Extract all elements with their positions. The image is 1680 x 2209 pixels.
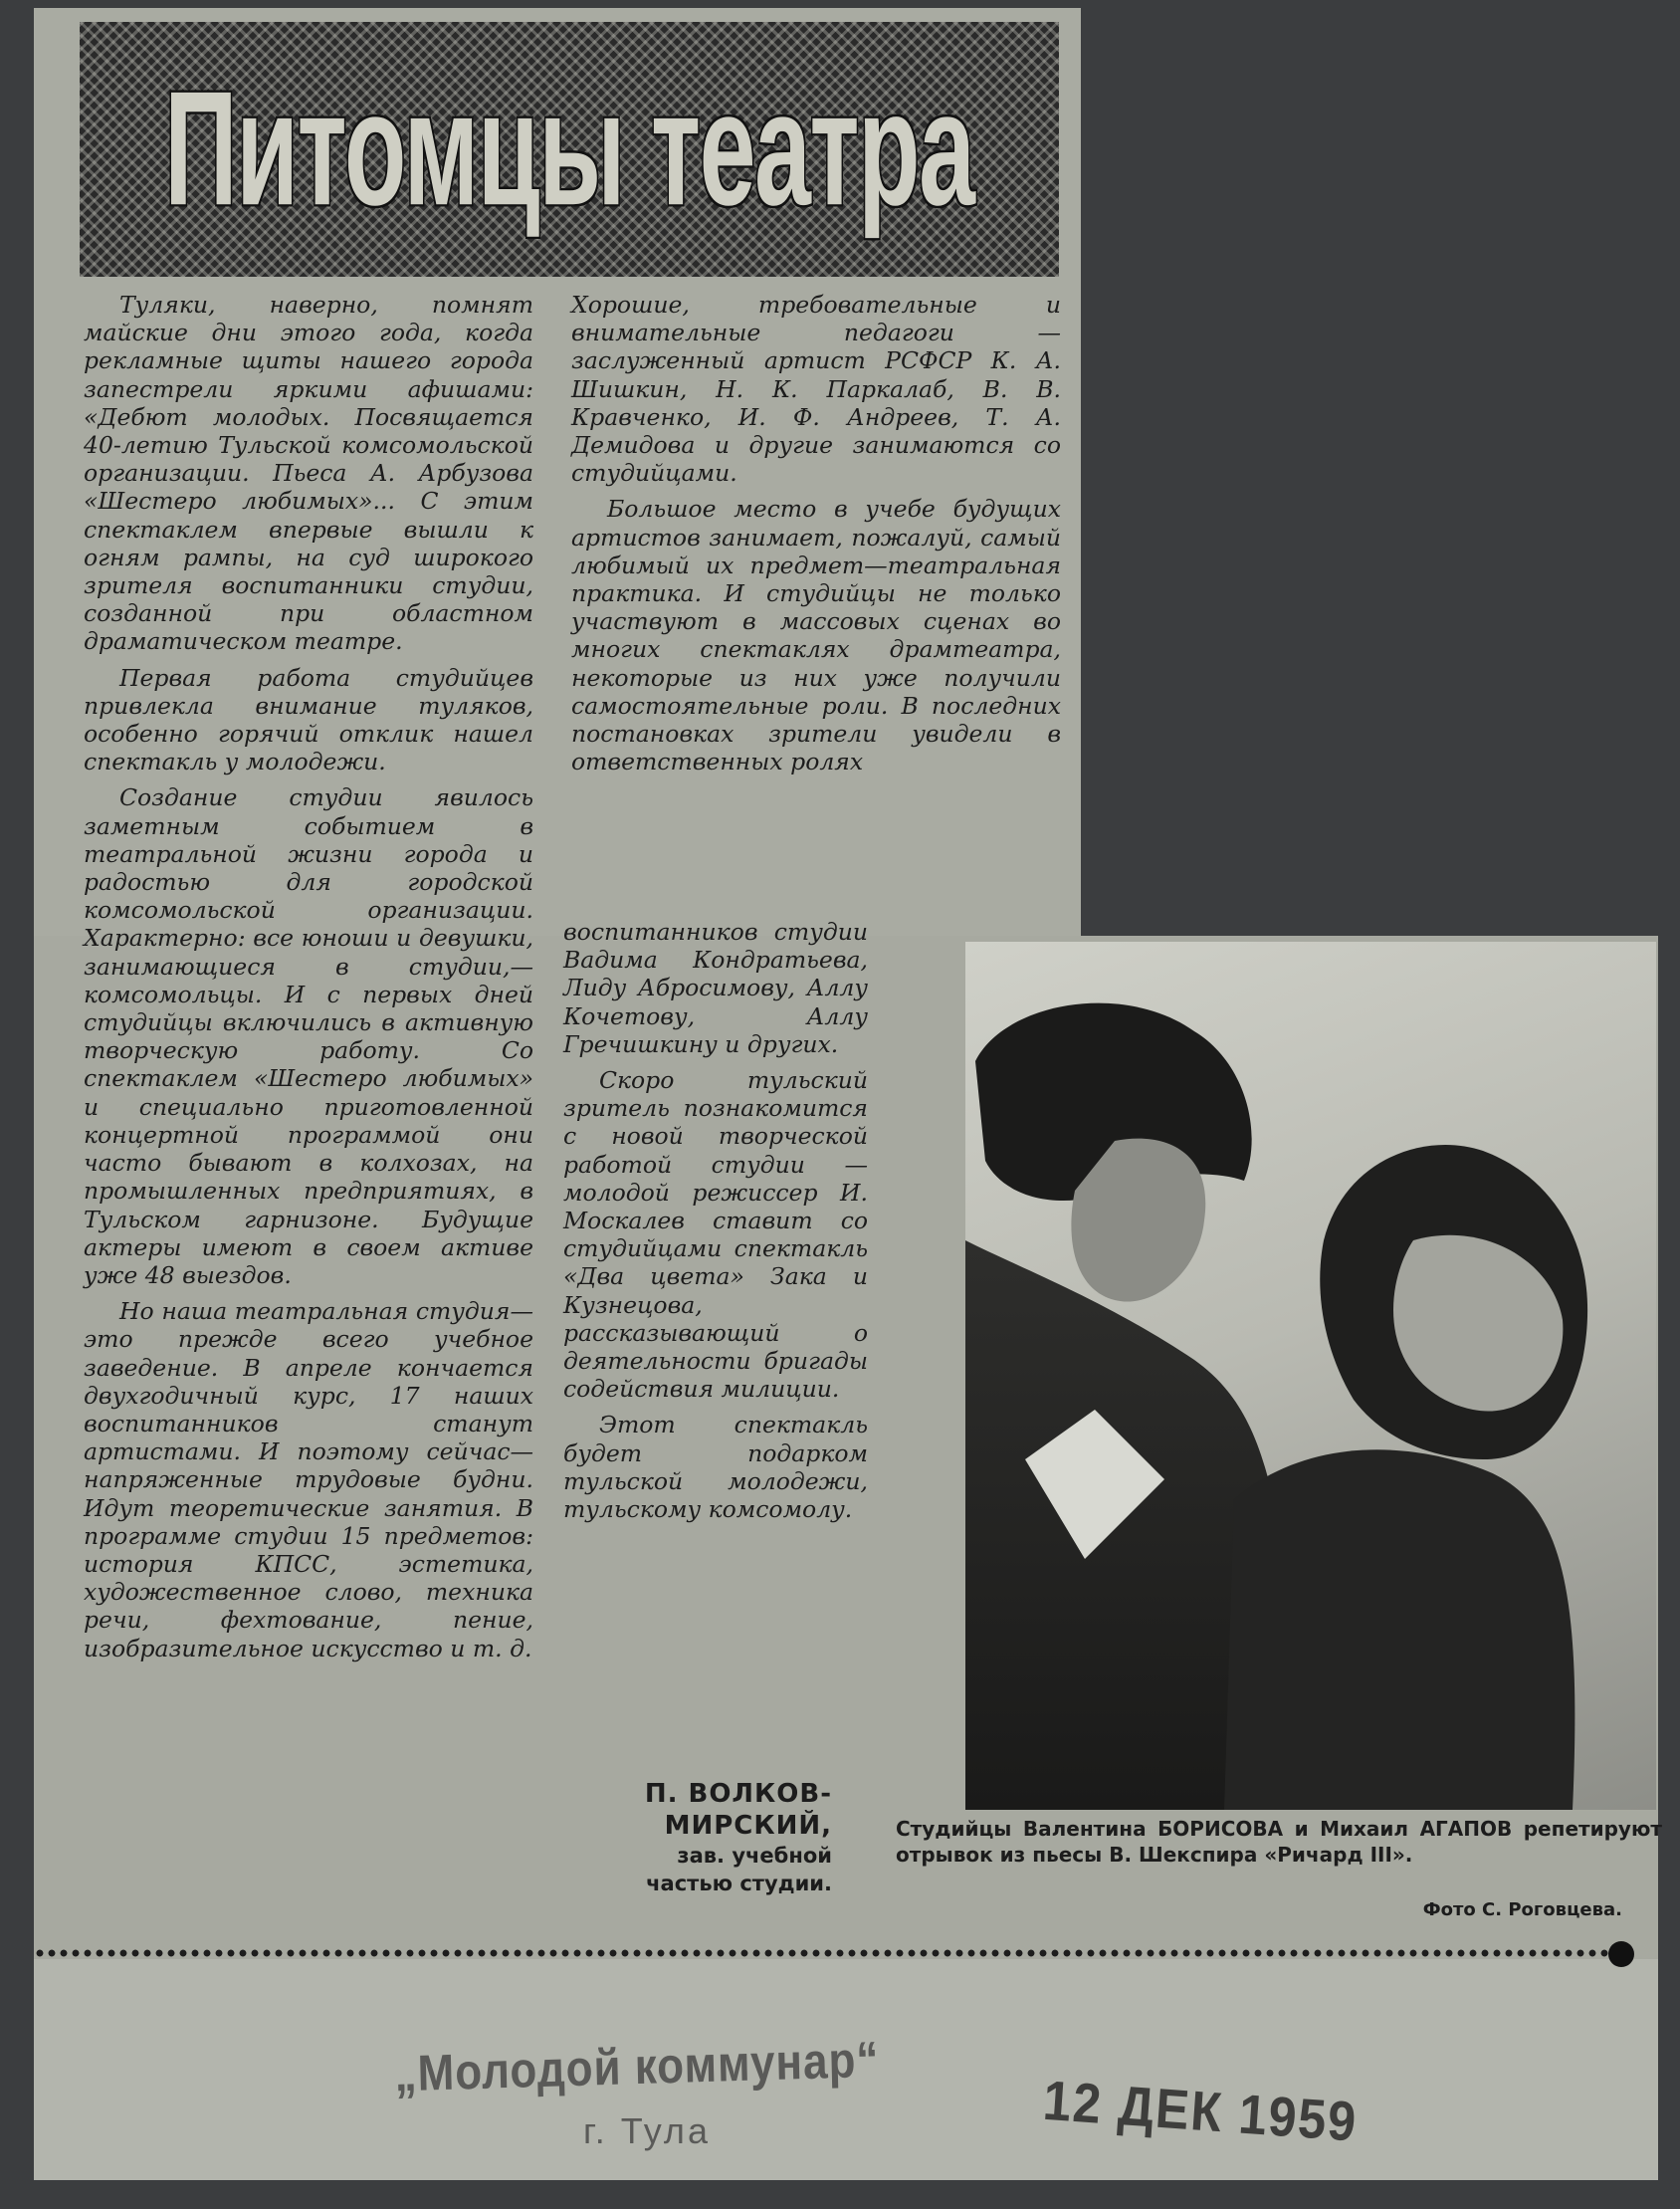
- dotted-divider: [34, 1947, 1632, 1959]
- paragraph: Хорошие, требовательные и внимательные педагоги — заслуженный артист РСФСР К. А. Шишкин, Н. К. Паркалаб, В. В. Кравченко, И. Ф. Андреев, Т. А. Демидова и другие занимаются со студийцами.: [571, 291, 1061, 488]
- paragraph: Скоро тульский зритель познакомится с новой творческой работой студии — молодой режиссер И. Москалев ставит со студийцами спектакль «Два цвета» Зака и Кузнецова, рассказывающий о деятельности бригады содействия милиции.: [563, 1066, 868, 1404]
- newspaper-name-stamp: „Молодой коммунар“: [394, 2031, 880, 2102]
- paragraph: Этот спектакль будет подарком тульской молодежи, тульскому комсомолу.: [563, 1411, 868, 1524]
- author-role-line-2: частью студии.: [646, 1872, 832, 1895]
- article-title: Питомцы театра: [164, 58, 974, 240]
- city-stamp: г. Тула: [583, 2110, 711, 2151]
- paragraph: Туляки, наверно, помнят майские дни этого года, когда рекламные щиты нашего города запестрели яркими афишами: «Дебют молодых. Посвящается 40-летию Тульской комсомольской организации. Пьеса А. Арбузова «Шестеро любимых»... С этим спектаклем впервые вышли к огням рампы, на суд широкого зрителя воспитанники студии, созданной при областном драматическом театре.: [84, 291, 533, 656]
- article-column-2-continued: [563, 918, 868, 1531]
- article-column-1: [84, 291, 533, 1670]
- date-stamp: 12 ДЕК 1959: [1041, 2068, 1361, 2153]
- paragraph: Большое место в учебе будущих артистов занимает, пожалуй, самый любимый их предмет—театральная практика. И студийцы не только участвуют в массовых сценах во многих спектаклях драмтеатра, некоторые из них уже получили самостоятельные роли. В последних постановках зрители увидели в ответственных ролях: [571, 495, 1061, 776]
- paragraph: Первая работа студийцев привлекла внимание туляков, особенно горячий отклик нашел спектакль у молодежи.: [84, 663, 533, 776]
- photo-credit: Фото С. Роговцева.: [1422, 1899, 1622, 1920]
- paragraph: Но наша театральная студия—это прежде всего учебное заведение. В апреле кончается двухгодичный курс, 17 наших воспитанников станут артистами. И поэтому сейчас—напряженные трудовые будни. Идут теоретические занятия. В программе студии 15 предметов: история КПСС, эстетика, художественное слово, техника речи, фехтование, пение, изобразительное искусство и т. д.: [84, 1297, 533, 1662]
- photo-caption: Студийцы Валентина БОРИСОВА и Михаил АГАПОВ репетируют отрывок из пьесы В. Шекспира «Ричард III».: [896, 1817, 1662, 1867]
- author-role-line-1: зав. учебной: [677, 1844, 832, 1868]
- paragraph: Создание студии явилось заметным событием в театральной жизни города и радостью для городской комсомольской организации. Характерно: все юноши и девушки, занимающиеся в студии,—комсомольцы. И с первых дней студийцы включились в активную творческую работу. Со спектаклем «Шестеро любимых» и специально приготовленной концертной программой они часто бывают в колхозах, на промышленных предприятиях, в Тульском гарнизоне. Будущие актеры имеют в своем активе уже 48 выездов.: [84, 783, 533, 1289]
- author-name-line-2: МИРСКИЙ,: [664, 1811, 832, 1841]
- photo-illustration: [965, 942, 1656, 1810]
- author-signature: [563, 1778, 832, 1897]
- paragraph: воспитанников студии Вадима Кондратьева, Лиду Абросимову, Аллу Кочетову, Аллу Гречишкину и других.: [563, 918, 868, 1058]
- author-name-line-1: П. ВОЛКОВ-: [644, 1779, 832, 1809]
- article-column-2: [571, 291, 1061, 783]
- divider-end-dot: [1608, 1941, 1634, 1967]
- title-banner: [80, 22, 1059, 277]
- rehearsal-photo: [965, 942, 1656, 1810]
